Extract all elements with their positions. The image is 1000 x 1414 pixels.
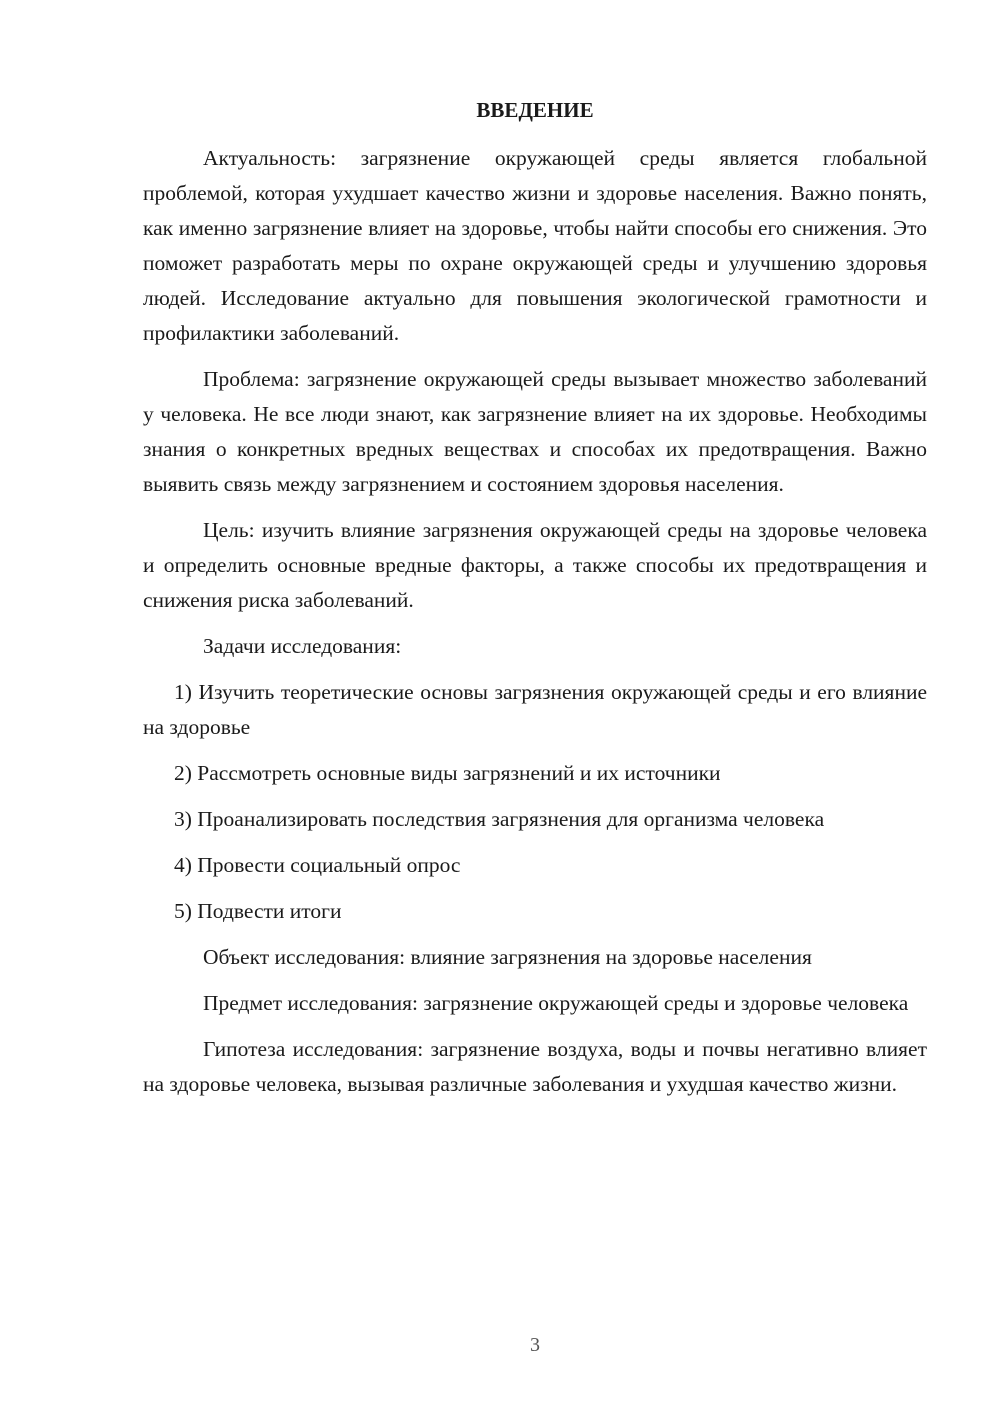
research-object-paragraph: Объект исследования: влияние загрязнения на здоровье населения (203, 945, 812, 969)
goal-paragraph: Цель: изучить влияние загрязнения окружающей среды на здоровье человека и определить основные вредные факторы, а также способы их предотвращения и снижения риска заболеваний. (143, 518, 927, 612)
task-item: 5) Подвести итоги (174, 899, 342, 923)
task-item: 4) Провести социальный опрос (174, 853, 461, 877)
document-body (143, 93, 927, 1102)
task-item: 3) Проанализировать последствия загрязнения для организма человека (174, 807, 825, 831)
page-number: 3 (530, 1334, 540, 1356)
tasks-heading: Задачи исследования: (203, 634, 402, 658)
relevance-paragraph: Актуальность: загрязнение окружающей среды является глобальной проблемой, которая ухудшает качество жизни и здоровье населения. Важно понять, как именно загрязнение влияет на здоровье, чтобы найти способы его снижения. Это поможет разработать меры по охране окружающей среды и улучшению здоровья людей. Исследование актуально для повышения экологической грамотности и профилактики заболеваний. (143, 146, 927, 345)
task-item: 2) Рассмотреть основные виды загрязнений и их источники (174, 761, 721, 785)
hypothesis-paragraph: Гипотеза исследования: загрязнение воздуха, воды и почвы негативно влияет на здоровье человека, вызывая различные заболевания и ухудшая качество жизни. (143, 1037, 927, 1096)
page-title: ВВЕДЕНИЕ (476, 98, 594, 122)
research-subject-paragraph: Предмет исследования: загрязнение окружающей среды и здоровье человека (203, 991, 909, 1015)
problem-paragraph: Проблема: загрязнение окружающей среды вызывает множество заболеваний у человека. Не все люди знают, как загрязнение влияет на их здоровье. Необходимы знания о конкретных вредных веществах и способах их предотвращения. Важно выявить связь между загрязнением и состоянием здоровья населения. (143, 367, 927, 496)
task-item: 1) Изучить теоретические основы загрязнения окружающей среды и его влияние на здоровье (143, 680, 927, 739)
